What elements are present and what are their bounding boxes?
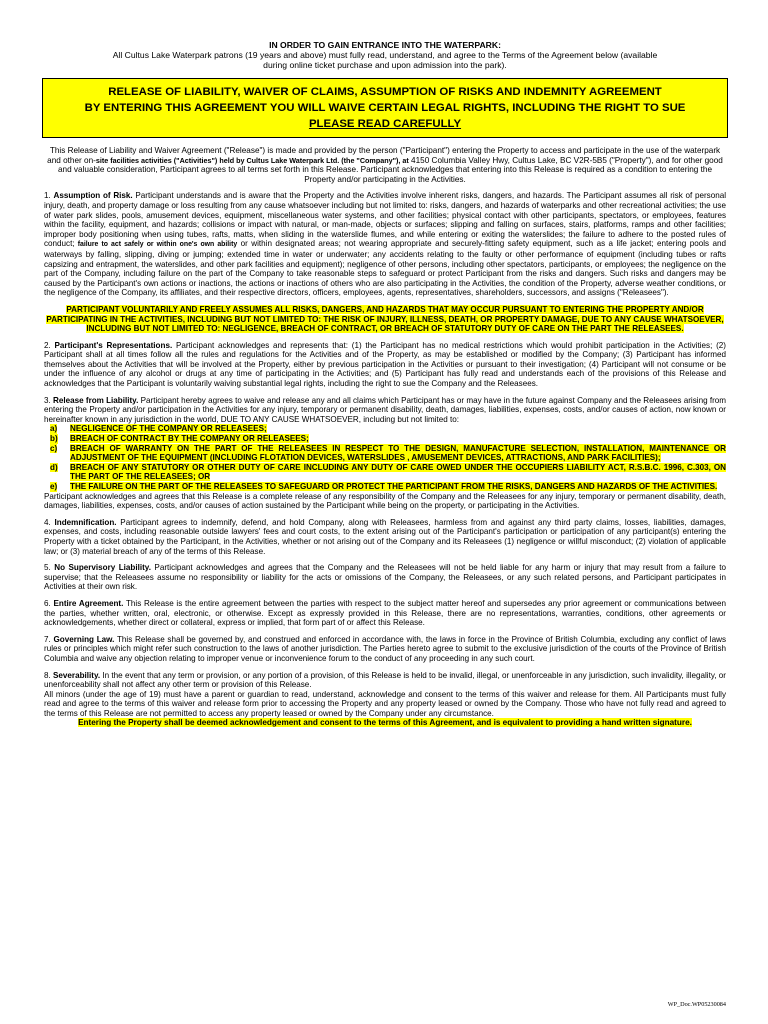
section-number: 3. bbox=[44, 395, 54, 405]
section-number: 7. bbox=[44, 634, 54, 644]
header-line-2: during online ticket purchase and upon admission into the park). bbox=[263, 60, 507, 70]
section-text: Participant agrees to indemnify, defend, and hold Company, along with Releasees, harmless from and against any third party claims, losses, liabilities, damages, expenses, and costs, including reasonable outside lawyers' fees and court costs, to the extent arising out of the Participant's participation or participation of any participant(s) entering the Property with a ticket obtained by the Participant, in the Activities, whether or not arising out of the Company and its Releasees (1) negligence or willful misconduct; (2) violation of applicable law; or (3) material breach of any of the terms of this Release. bbox=[44, 517, 726, 556]
list-item-letter: d) bbox=[50, 462, 58, 472]
list-item-text: NEGLIGENCE OF THE COMPANY OR RELEASEES; bbox=[70, 424, 267, 434]
assumption-caps-block bbox=[44, 305, 726, 334]
section-heading: Release from Liability. bbox=[53, 395, 139, 405]
section-text-b: failure to act safely or within one's own ability bbox=[74, 241, 238, 249]
final-text: Entering the Property shall be deemed acknowledgement and consent to the terms of this Agreement, and is equivalent to providing a hand written signature. bbox=[78, 718, 692, 728]
intro-text-b: site facilities activities ("Activities") held by Cultus Lake Waterpark Ltd. (the "Company"), at bbox=[95, 155, 409, 165]
section-governing-law bbox=[44, 635, 726, 664]
list-item bbox=[44, 424, 726, 434]
list-item-text: BREACH OF CONTRACT BY THE COMPANY OR RELEASEES; bbox=[70, 434, 309, 444]
list-item-letter: b) bbox=[50, 434, 58, 444]
section-no-supervisory-liability bbox=[44, 563, 726, 592]
section-representations bbox=[44, 341, 726, 389]
header-line-1: All Cultus Lake Waterpark patrons (19 years and above) must fully read, understand, and agree to the Terms of the Agreement below (available bbox=[112, 50, 658, 60]
section-text-a: Participant understands and is aware that the Property and the Activities involve inherent risks, dangers, and hazards. The Participant assumes all risk of personal injury, death, and property damage or loss resulting from any cause whatsoever including but not limited to: risks, dangers, and hazards of waterparks and other recreational activities; the use of water park slides, pools, amusement devices, equipment, miscellaneous water systems, and other facilities; physical contact with other participants, spectators, or employees, features within the facility, equipment, and hazards; collisions or impact with natural, or man-made, objects or surfaces; slipping and falling on surfaces, stairs, platforms, ramps and other facilities; improper body positioning when using tubes, rafts, matts, when sliding in the waterslide flumes, and while entering or exiting the waterslides; the failure to adhere to the posted rules of conduct; bbox=[44, 191, 727, 249]
waiver-document bbox=[44, 40, 726, 728]
minors-paragraph: All minors (under the age of 19) must have a parent or guardian to read, understand, acknowledge and consent to the terms of this waiver and release for them. All Participants must fully read and agree to the terms of this waiver and release form prior to accessing the Property and any property leased or owned by the Company. Those who have not fully read and agreed to the terms of this Release are not permitted to access any property leased or owned by the Company under any circumstance. bbox=[44, 689, 726, 718]
document-code: WP_Doc.WP05230084 bbox=[667, 1001, 726, 1008]
section-release-from-liability bbox=[44, 396, 726, 425]
section-heading: Assumption of Risk. bbox=[53, 191, 133, 201]
list-item-text: BREACH OF WARRANTY ON THE PART OF THE RELEASEES IN RESPECT TO THE DESIGN, MANUFACTURE SELECTION, INSTALLATION, MAINTENANCE OR ADJUSTMENT OF THE EQUIPMENT (INCLUDING FLOTATION DEVICES, WATERSLIDES , AMUSEMENT DEVICES, ATTRACTIONS, AND PARK FACILITIES); bbox=[70, 443, 726, 463]
banner-read-carefully: PLEASE READ CAREFULLY bbox=[308, 118, 462, 130]
section-heading: No Supervisory Liability. bbox=[54, 563, 151, 573]
release-acknowledgement: Participant acknowledges and agrees that this Release is a complete release of any responsibility of the Company and the Releasees for any injury, temporary or permanent disability, death, damages, liabilities, expenses, costs, and/or causes of action sustained by the Participant while being on the property, or participating in the Activities. bbox=[44, 491, 726, 511]
section-text: Participant hereby agrees to waive and release any and all claims which Participant has or may have in the future against Company and the Releasees arising from entering the Property and/or participation in the Activities for any injury, temporary or permanent disability, death, damages, liabilities, expenses, costs, and/or causes of action, now known or hereinafter known in any jurisdiction in the world, DUE TO ANY CAUSE WHATSOEVER, including but not limited to: bbox=[44, 395, 727, 424]
section-text: This Release shall be governed by, and construed and enforced in accordance with, the laws in force in the Province of British Columbia, excluding any conflict of laws rules or principles which might refer such construction to the laws of another jurisdiction. The Parties hereto agree to submit to the exclusive jurisdiction of the courts of the Province of British Columbia and waive any objection relating to improper venue or inconvenience forum to the conduct of any proceeding in any such court. bbox=[44, 634, 726, 663]
section-heading: Indemnification. bbox=[54, 517, 117, 527]
section-severability bbox=[44, 671, 726, 690]
list-item bbox=[44, 482, 726, 492]
list-item bbox=[44, 463, 726, 482]
section-number: 5. bbox=[44, 563, 55, 573]
release-banner bbox=[42, 78, 728, 138]
list-item bbox=[44, 434, 726, 444]
list-item-letter: e) bbox=[50, 482, 58, 491]
list-item-letter: c) bbox=[50, 443, 58, 453]
section-assumption-of-risk bbox=[44, 191, 726, 298]
caps-text: PARTICIPANT VOLUNTARILY AND FREELY ASSUMES ALL RISKS, DANGERS, AND HAZARDS THAT MAY OCCUR PURSUANT TO ENTERING THE PROPERTY AND/OR PARTICIPATING IN THE ACTIVITIES, INCLUDING BUT NOT LIMITED TO: THE RISK OF INJURY, ILLNESS, DEATH, OR PROPERTY DAMAGE, DUE TO ANY CAUSE WHATSOEVER, INCLUDING BUT NOT LIMITED TO: NEGLIGENCE, BREACH OF CONTRACT, OR BREACH OF STATUTORY DUTY OF CARE ON THE PART THE RELEASEES. bbox=[46, 304, 724, 334]
section-text: Participant acknowledges and agrees that the Company and the Releasees will not be held liable for any harm or injury that may result from a failure to supervise; that the Releasees assume no responsibility or liability for the acts or omissions of the Company, the Releasees, or any such related persons, and Participant participates in Activities at their own risk. bbox=[44, 563, 726, 592]
header-title: IN ORDER TO GAIN ENTRANCE INTO THE WATERPARK: bbox=[269, 40, 501, 50]
section-text: In the event that any term or provision, or any portion of a provision, of this Release is held to be invalid, illegal, or unenforceable in any jurisdiction, such invalidity, illegality, or unenforceability shall not affect any other term or provision of this Release. bbox=[44, 670, 726, 690]
section-heading: Entire Agreement. bbox=[53, 598, 124, 608]
section-number: 2. bbox=[44, 340, 55, 350]
section-heading: Governing Law. bbox=[53, 634, 115, 644]
list-item-text: BREACH OF ANY STATUTORY OR OTHER DUTY OF CARE INCLUDING ANY DUTY OF CARE OWED UNDER THE OCCUPIERS LIABILITY ACT, R.S.B.C. 1996, C.303, ON THE PART OF THE RELEASEES; OR bbox=[70, 462, 726, 482]
intro-text-c: 4150 Columbia Valley Hwy, Cultus Lake, BC V2R-5B5 ("Property"), and for other good and valuable consideration, Participant agrees to all terms set forth in this Release. Participant acknowledges that entering into this Release is required as a condition to entering the Property and/or participating in the Activities. bbox=[57, 155, 723, 184]
final-consent-statement bbox=[44, 718, 726, 728]
section-heading: Severability. bbox=[53, 670, 101, 680]
section-number: 6. bbox=[44, 598, 54, 608]
section-text-c: or within designated areas; not wearing appropriate and securely-fitting safety equipment, such as a life jacket; entering pools and waterways by falling, slipping, diving or jumping; extended time in water or underwater; any accidents relating to the faulty or other performance of equipment (including tubes or rafts capsizing and entrapment, the waterslides, and other park facilities and equipment); negligence of other persons, including other spectators, participants, or employees; the negligence on the part of the Company, including failure on the part of the Company to take reasonable steps to safeguard or protect Participant from the risks and dangers. Such risks and dangers may be caused by the Participant's own actions or inactions, the actions or inactions of others who are also participating in the Activities, the condition of the Property, adverse weather conditions, or the negligence of the Company, its affiliates, and their respective directors, officers, employees, agents, representatives, shareholders, successors, and assigns ("Releasees"). bbox=[44, 239, 726, 298]
section-heading: Participant's Representations. bbox=[54, 340, 173, 350]
section-text: Participant acknowledges and represents that: (1) the Participant has no medical restrictions which would prohibit participation in the Activities; (2) Participant shall at all times follow all the rules and regulations for the Activities and of the Property, as may be established or modified by the Company; (3) Participant has informed themselves about the Activities that will be involved at the Property, either by previous participation in the Activities or pursuant to their investigation; (4) Participant will not consume or be under the influence of any alcohol or drugs at any time of participating in the Activities; and (5) Participant has fully read and understands each of the provisions of this Release and acknowledges that the Participant is voluntarily waiving substantial legal rights, including the right to sue the Company and the Releasees. bbox=[44, 340, 727, 389]
list-item bbox=[44, 444, 726, 463]
section-number: 8. bbox=[44, 670, 54, 680]
banner-warning: BY ENTERING THIS AGREEMENT YOU WILL WAIVE CERTAIN LEGAL RIGHTS, INCLUDING THE RIGHT TO SUE bbox=[84, 102, 686, 114]
section-number: 4. bbox=[44, 517, 55, 527]
section-text: This Release is the entire agreement between the parties with respect to the subject matter hereof and supersedes any prior agreement or communications between the parties, whether written, oral, electronic, or otherwise. Except as expressly provided in this Release, there are no representations, warranties, conditions, other agreements or acknowledgements, whether direct or collateral, express or implied, that form part of or affect this Release. bbox=[44, 598, 726, 628]
section-indemnification bbox=[44, 518, 726, 556]
section-number: 1. bbox=[44, 191, 54, 201]
release-items-list bbox=[44, 424, 726, 491]
banner-title: RELEASE OF LIABILITY, WAIVER OF CLAIMS, ASSUMPTION OF RISKS AND INDEMNITY AGREEMENT bbox=[108, 86, 662, 98]
document-header bbox=[44, 40, 726, 70]
intro-paragraph bbox=[44, 146, 726, 184]
section-entire-agreement bbox=[44, 599, 726, 628]
list-item-text: THE FAILURE ON THE PART OF THE RELEASEES TO SAFEGUARD OR PROTECT THE PARTICIPANT FROM THE RISKS, DANGERS AND HAZARDS OF THE ACTIVITIES. bbox=[70, 482, 718, 491]
intro-text-a: This Release of Liability and Waiver Agreement ("Release") is made and provided by the person ("Participant") entering the Property to access and participate in the use of the waterpark and other on- bbox=[47, 146, 721, 165]
list-item-letter: a) bbox=[50, 424, 58, 434]
